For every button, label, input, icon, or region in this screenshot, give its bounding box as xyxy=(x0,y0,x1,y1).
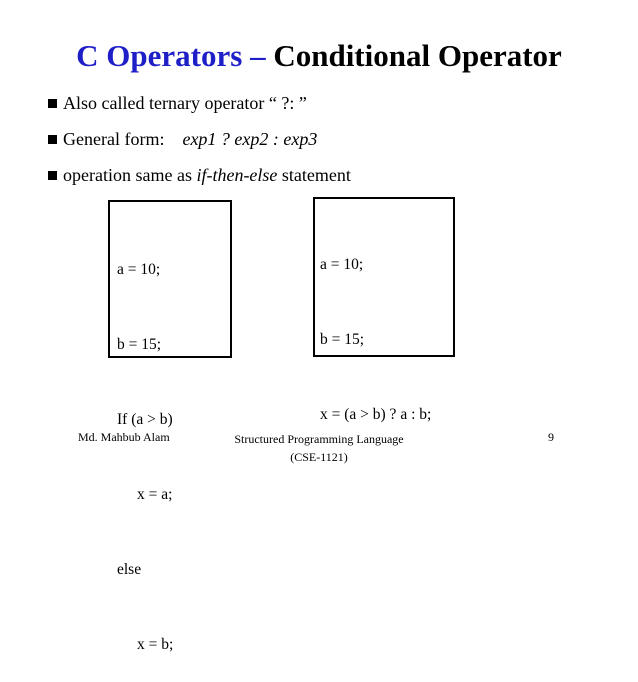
bullet-text: operation same as xyxy=(63,165,197,185)
title-main: Conditional Operator xyxy=(273,38,562,73)
square-bullet-icon xyxy=(48,135,57,144)
general-form-expression: exp1 ? exp2 : exp3 xyxy=(182,129,318,149)
code-line: b = 15; xyxy=(117,336,162,353)
code-line: a = 10; xyxy=(117,261,161,278)
footer-course-name: Structured Programming Language xyxy=(234,432,404,446)
bullet-text-suffix: statement xyxy=(277,165,351,185)
footer-course-code: (CSE-1121) xyxy=(290,450,348,464)
code-line: If (a > b) xyxy=(117,411,173,428)
bullet-item xyxy=(48,128,317,150)
footer-course xyxy=(200,430,438,466)
bullet-text: Also called ternary operator “ ?: ” xyxy=(63,93,307,113)
page-number: 9 xyxy=(548,430,554,444)
code-line: x = a; xyxy=(137,486,173,503)
square-bullet-icon xyxy=(48,99,57,108)
code-line: a = 10; xyxy=(320,256,364,273)
ternary-code-box xyxy=(313,197,455,423)
slide-title xyxy=(0,36,638,76)
square-bullet-icon xyxy=(48,171,57,180)
title-accent: C Operators – xyxy=(76,38,266,73)
if-then-else-term: if-then-else xyxy=(196,165,278,185)
bullet-item xyxy=(48,164,351,186)
code-line: x = (a > b) ? a : b; xyxy=(320,406,432,423)
code-line: b = 15; xyxy=(320,331,365,348)
code-line: x = b; xyxy=(137,636,174,653)
code-line: else xyxy=(117,561,142,578)
bullet-text: General form: xyxy=(63,129,165,149)
footer-author: Md. Mahbub Alam xyxy=(78,430,170,444)
bullet-item xyxy=(48,92,307,114)
